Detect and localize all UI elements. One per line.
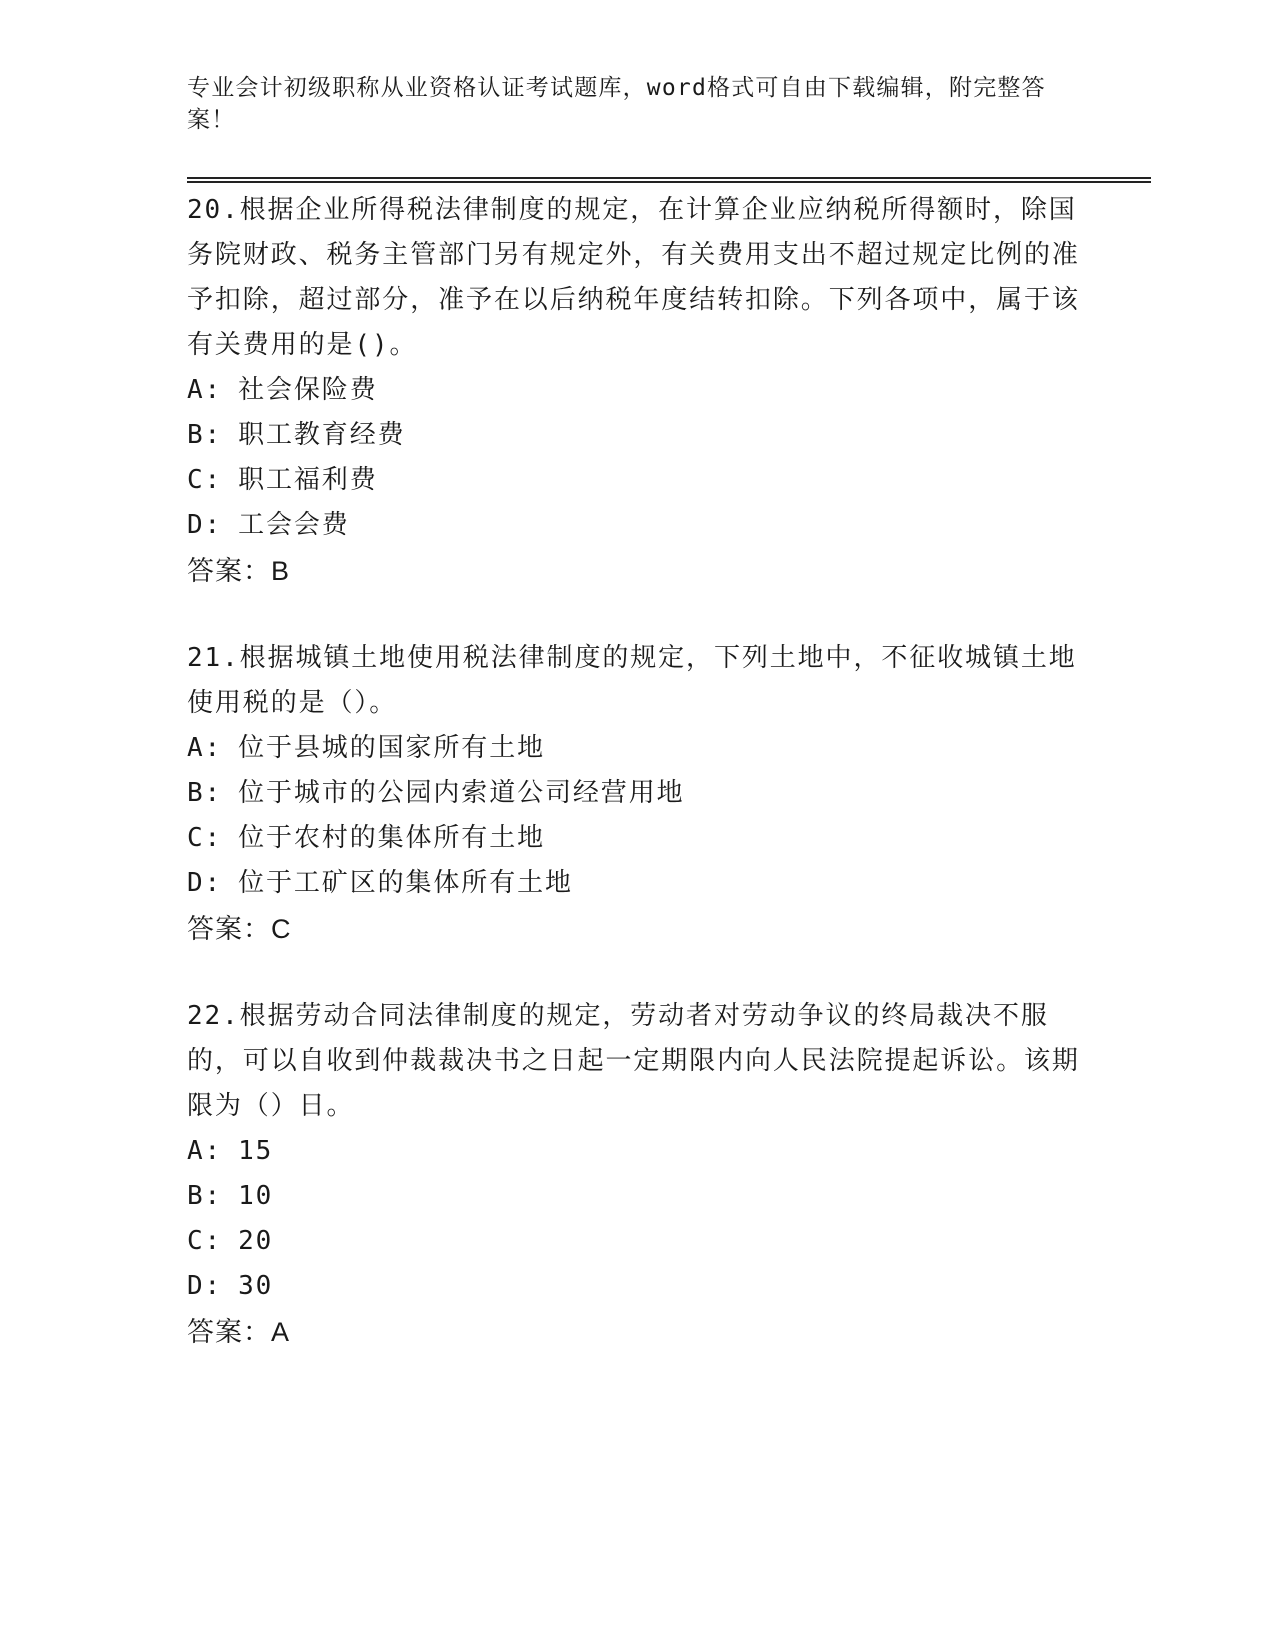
question-item xyxy=(187,636,1087,952)
option-text: 30 xyxy=(238,1271,274,1301)
option-key: C: xyxy=(187,1226,223,1256)
answer-line: 答案：A xyxy=(187,1317,291,1347)
option-key: C: xyxy=(187,465,223,495)
option-a xyxy=(187,368,1087,413)
option-key: D: xyxy=(187,1271,223,1301)
option-text: 位于农村的集体所有土地 xyxy=(238,823,546,853)
option-text: 工会会费 xyxy=(238,510,350,540)
option-key: A: xyxy=(187,1136,223,1166)
page-header: 专业会计初级职称从业资格认证考试题库，word格式可自由下载编辑，附完整答案！ xyxy=(187,75,1046,133)
option-text: 社会保险费 xyxy=(238,375,378,405)
option-b xyxy=(187,413,1087,458)
option-key: B: xyxy=(187,1181,223,1211)
question-stem: 22.根据劳动合同法律制度的规定，劳动者对劳动争议的终局裁决不服的，可以自收到仲裁裁决书之日起一定期限内向人民法院提起诉讼。该期限为（）日。 xyxy=(187,1001,1080,1121)
question-item xyxy=(187,188,1087,594)
question-list xyxy=(187,188,1087,1397)
option-a xyxy=(187,1129,1087,1174)
option-text: 位于县城的国家所有土地 xyxy=(238,733,546,763)
option-text: 职工福利费 xyxy=(238,465,378,495)
option-text: 10 xyxy=(238,1181,274,1211)
option-key: B: xyxy=(187,420,223,450)
answer-line: 答案：B xyxy=(187,556,291,586)
option-key: C: xyxy=(187,823,223,853)
answer-line: 答案：C xyxy=(187,914,292,944)
option-c xyxy=(187,816,1087,861)
question-item xyxy=(187,994,1087,1355)
question-stem: 21.根据城镇土地使用税法律制度的规定，下列土地中，不征收城镇土地使用税的是（）。 xyxy=(187,643,1077,718)
option-d xyxy=(187,1264,1087,1309)
option-a xyxy=(187,726,1087,771)
option-text: 职工教育经费 xyxy=(238,420,406,450)
option-text: 位于城市的公园内索道公司经营用地 xyxy=(238,778,685,808)
option-d xyxy=(187,861,1087,906)
question-stem: 20.根据企业所得税法律制度的规定，在计算企业应纳税所得额时，除国务院财政、税务主管部门另有规定外，有关费用支出不超过规定比例的准予扣除，超过部分，准予在以后纳税年度结转扣除。下列各项中，属于该有关费用的是()。 xyxy=(187,195,1080,360)
option-c xyxy=(187,1219,1087,1264)
option-key: D: xyxy=(187,510,223,540)
option-text: 15 xyxy=(238,1136,274,1166)
option-key: A: xyxy=(187,375,223,405)
header-double-rule xyxy=(187,177,1151,183)
option-d xyxy=(187,503,1087,548)
option-key: A: xyxy=(187,733,223,763)
option-key: B: xyxy=(187,778,223,808)
option-b xyxy=(187,771,1087,816)
option-key: D: xyxy=(187,868,223,898)
option-b xyxy=(187,1174,1087,1219)
option-text: 20 xyxy=(238,1226,274,1256)
option-text: 位于工矿区的集体所有土地 xyxy=(238,868,573,898)
option-c xyxy=(187,458,1087,503)
